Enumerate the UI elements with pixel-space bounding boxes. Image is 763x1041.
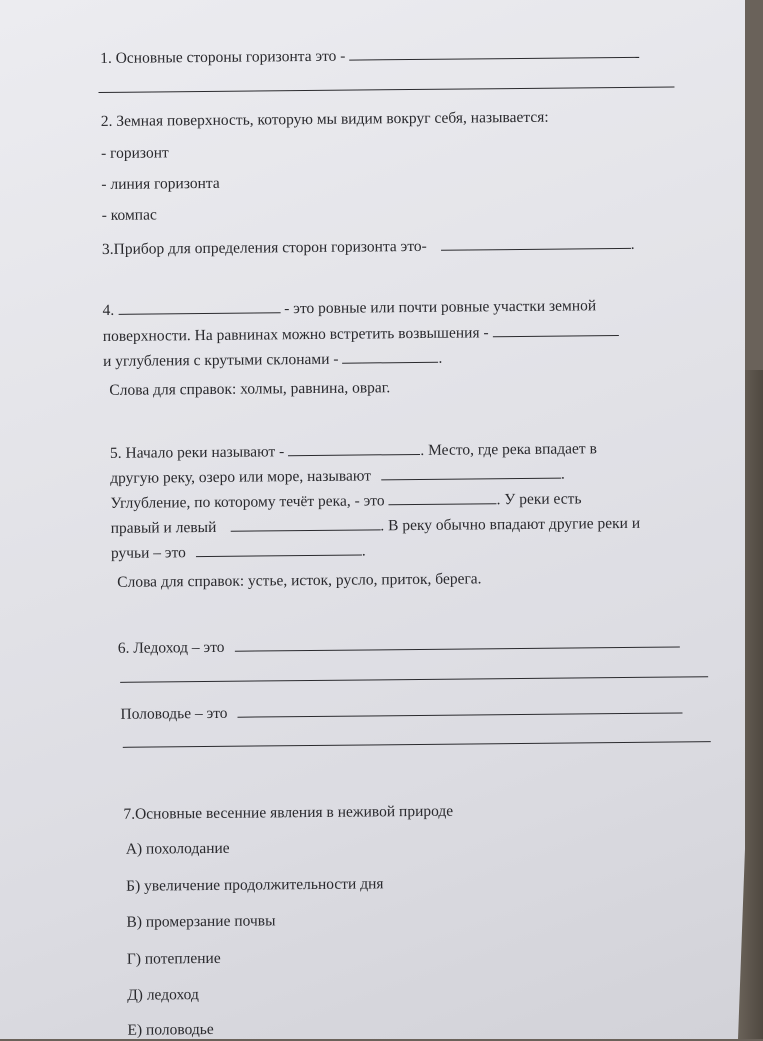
question-7-option-f: Е) половодье [127,1020,214,1039]
question-5-line-5 [111,540,366,562]
answer-blank-5e[interactable] [196,541,362,558]
question-5-text-1b: . Место, где река впадает в [420,440,597,459]
question-2-option-2: - линия горизонта [101,174,220,193]
question-4-period: . [438,349,443,367]
question-5-hint: Слова для справок: устье, исток, русло, приток, берега. [117,570,482,591]
question-6-text-1: 6. Ледоход – это [117,638,225,657]
question-3-text: 3.Прибор для определения сторон горизонта это- [101,237,427,258]
question-4-number: 4. [102,301,115,319]
answer-blank-1[interactable] [349,43,639,61]
question-5-period-5: . [361,542,366,560]
question-7: 7.Основные весенние явления в неживой природе [123,802,454,823]
answer-blank-6c[interactable] [237,698,682,717]
answer-blank-5a[interactable] [288,440,420,456]
question-4-text-2: поверхности. На равнинах можно встретить возвышения - [102,324,489,345]
answer-blank-4b[interactable] [492,321,618,337]
question-5-text-3a: Углубление, по которому течёт река, - это [110,492,385,512]
question-4-line-1 [102,295,596,320]
question-4-text-1: - это ровные или почти ровные участки земной [284,297,597,318]
answer-blank-6a[interactable] [234,632,679,651]
question-4-line-3 [103,348,442,371]
question-5-text-1a: 5. Начало реки называют - [109,443,285,462]
answer-blank-5d[interactable] [230,515,380,531]
answer-line-6d[interactable] [123,741,711,748]
answer-blank-5c[interactable] [388,489,496,505]
question-7-option-d: Г) потепление [126,949,221,968]
answer-blank-4c[interactable] [342,348,438,364]
question-5-line-1 [110,438,597,463]
question-4-hint: Слова для справок: холмы, равнина, овраг. [109,379,391,399]
question-5-text-2: другую реку, озеро или море, называют [110,467,372,487]
question-5-period-2: . [560,465,565,483]
question-3 [102,234,635,259]
question-5-text-4b: . В реку обычно впадают другие реки и [380,514,641,535]
question-2-option-1: - горизонт [101,144,169,162]
question-3-period: . [630,235,635,253]
question-5-line-2 [110,464,565,488]
question-6-text-2: Половодье – это [120,704,228,723]
question-7-option-c: В) промерзание почвы [126,912,276,931]
answer-blank-4a[interactable] [118,298,280,315]
question-5-text-3b: . У реки есть [496,490,582,509]
question-5-line-4 [111,513,641,538]
answer-line-1b[interactable] [98,86,674,93]
answer-blank-3[interactable] [441,234,631,251]
question-6-line-1 [118,632,680,657]
question-7-option-a: А) похолодание [125,839,230,858]
question-4-text-3: и углубления с крутыми склонами - [103,350,339,370]
question-2-option-3: - компас [101,206,157,224]
question-1-text: 1. Основные стороны горизонта это - [100,47,346,67]
question-7-option-e: Д) ледоход [127,986,199,1004]
question-2: 2. Земная поверхность, которую мы видим вокруг себя, называется: [100,108,549,130]
question-4-line-2 [103,321,619,346]
question-7-option-b: Б) увеличение продолжительности дня [126,875,384,895]
answer-line-6b[interactable] [120,676,708,683]
question-5-text-4a: правый и левый [110,518,217,537]
question-1 [100,43,639,68]
question-5-line-3 [110,488,581,513]
answer-blank-5b[interactable] [381,464,561,481]
question-6-line-2 [120,698,682,723]
question-5-text-5: ручьи – это [110,544,186,562]
